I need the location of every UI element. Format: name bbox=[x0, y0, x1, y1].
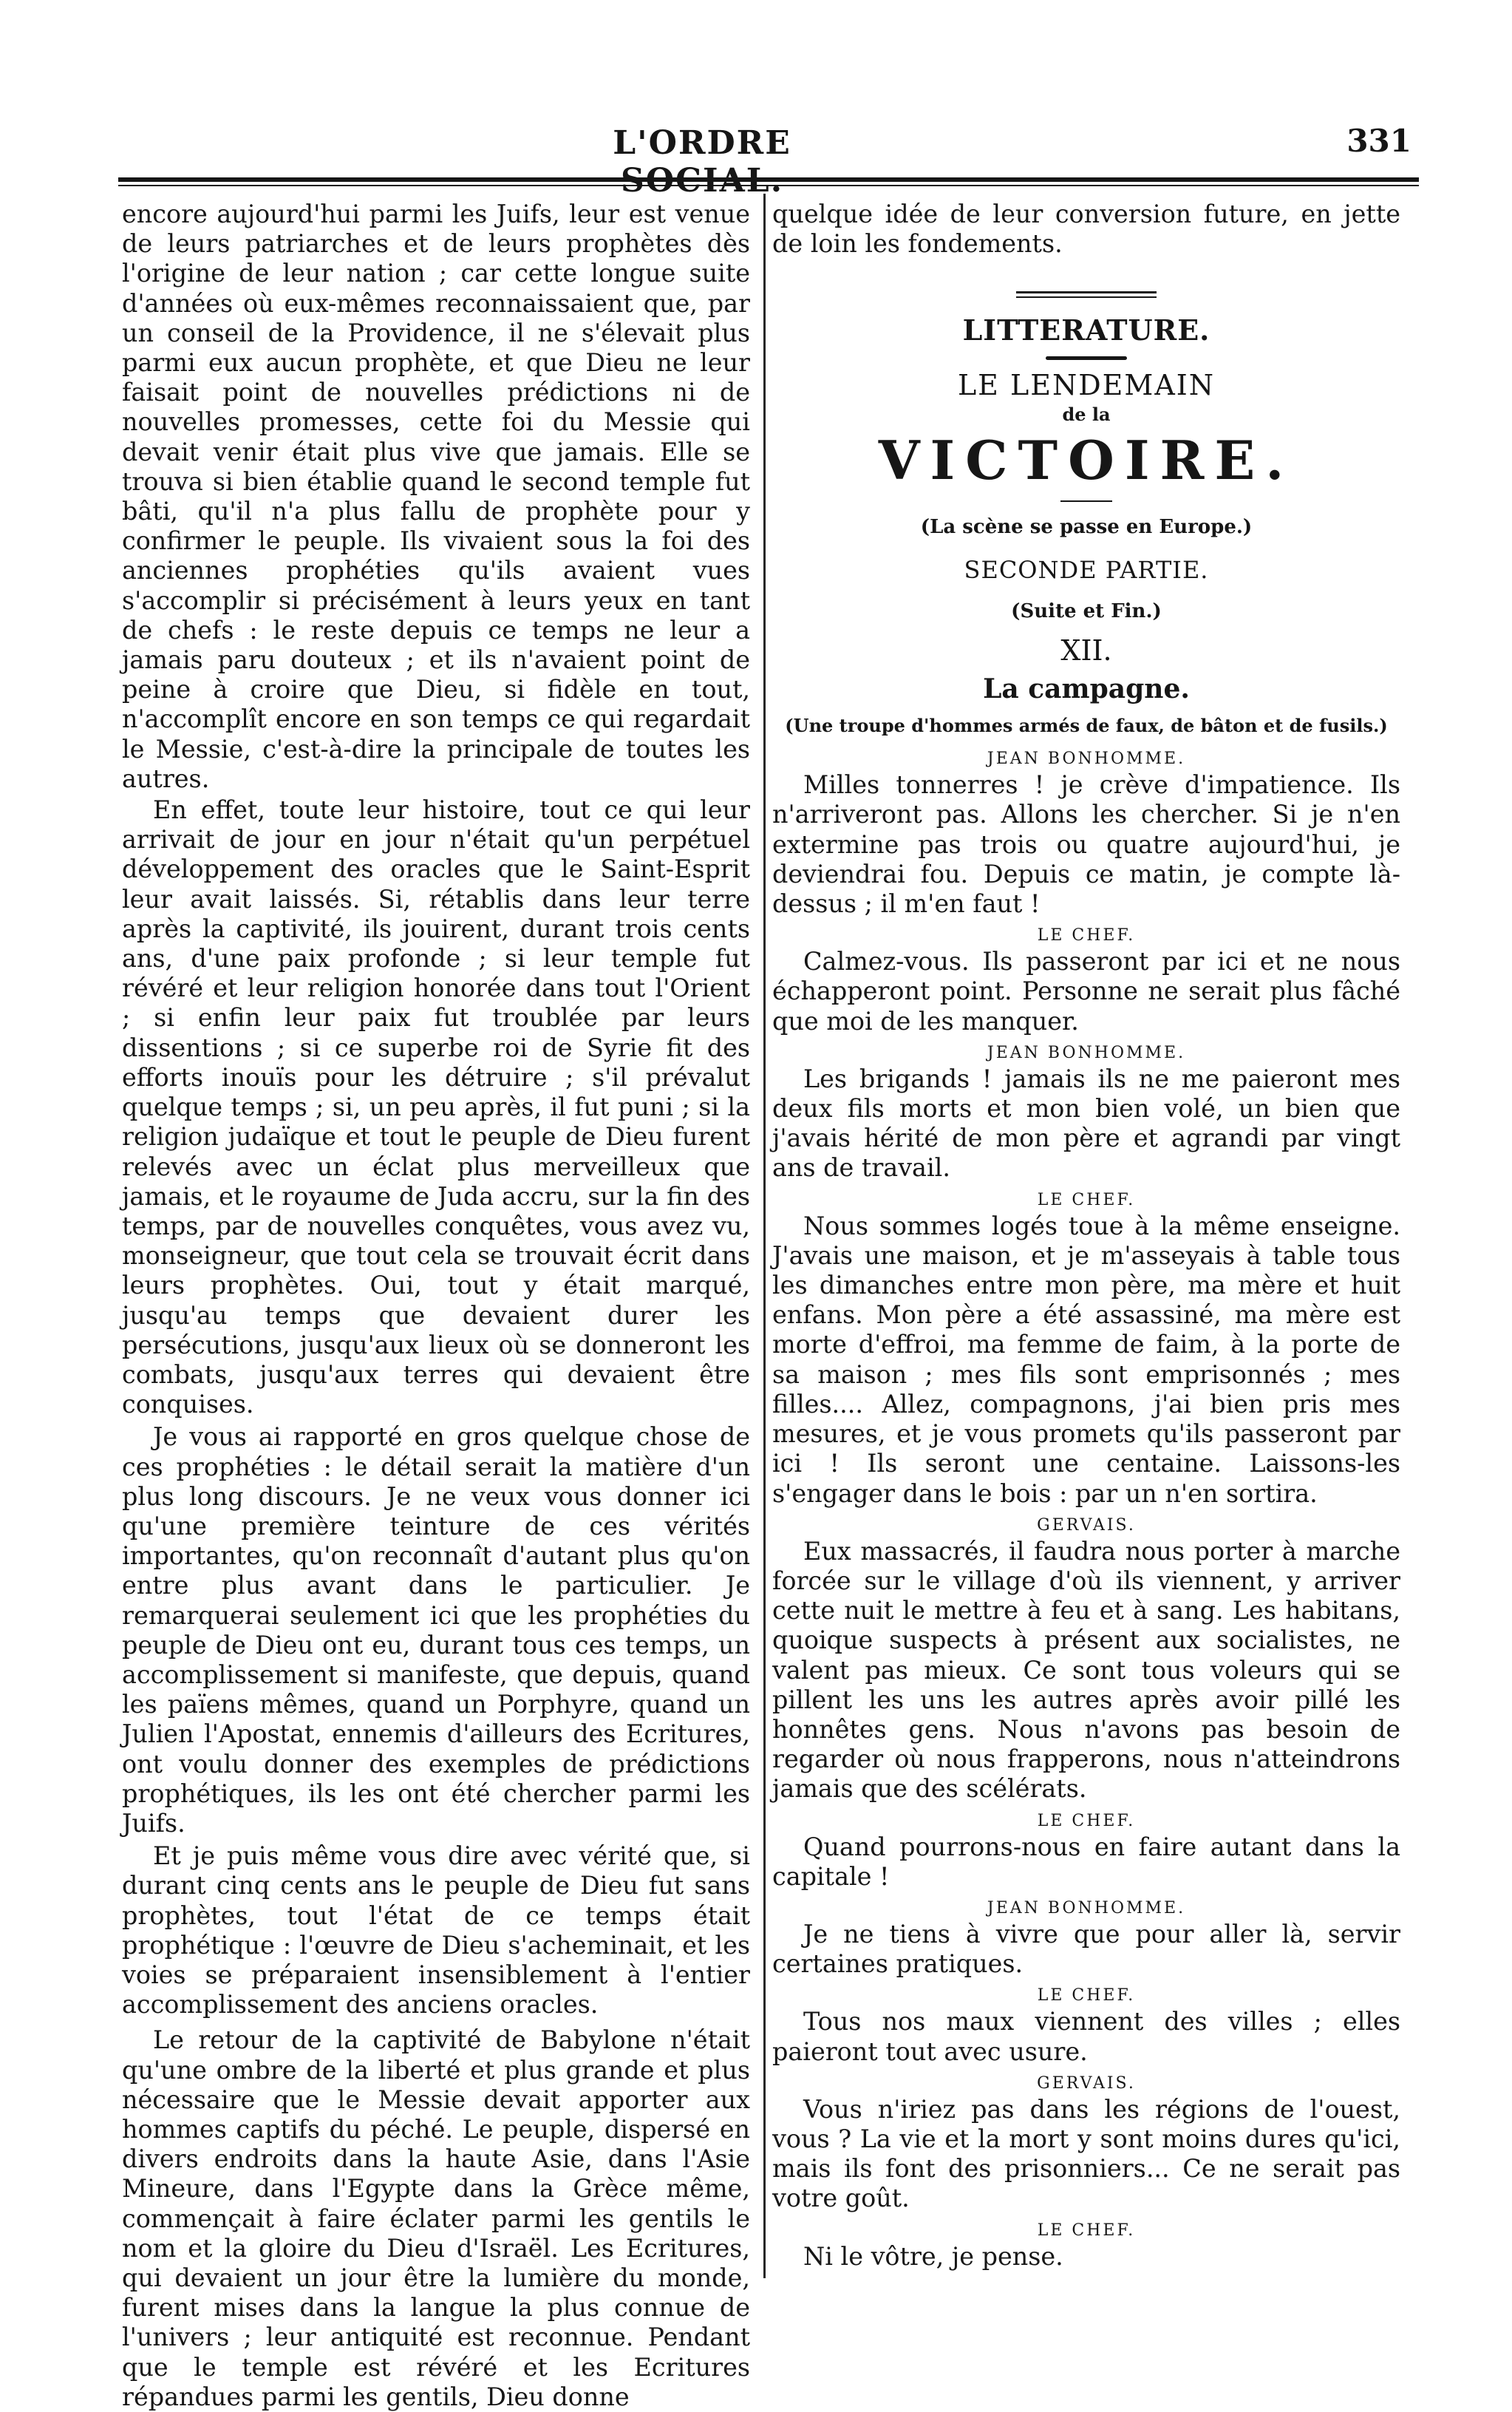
speech: Les brigands ! jamais ils ne me paieront mes deux fils morts et mon bien volé, un bien que j'avais hérité de mon père et agrandi par vingt ans de travail. bbox=[772, 1064, 1400, 1183]
dash-ornament bbox=[1046, 356, 1127, 360]
speech: Ni le vôtre, je pense. bbox=[803, 2241, 1063, 2271]
speaker-name: LE CHEF. bbox=[1037, 1986, 1136, 2005]
dialogue bbox=[772, 748, 1400, 2272]
speech: Vous n'iriez pas dans les régions de l'ouest, vous ? La vie et la mort y sont moins dures qu'ici, mais ils font des prisonniers... Ce ne serait pas votre goût. bbox=[772, 2094, 1400, 2213]
speaker-name: GERVAIS. bbox=[1037, 2073, 1136, 2093]
paragraph: Je vous ai rapporté en gros quelque chose de ces prophéties : le détail serait la matière d'un plus long discours. Je ne veux vous donner ici qu'une première teinture de ces vérités importantes, qu'on reconnaît d'autant plus qu'on entre plus avant dans le particulier. Je remarquerai seulement ici que les prophéties du peuple de Dieu ont eu, durant tous ces temps, un accomplissement si manifeste, que depuis, quand les païens mêmes, quand un Porphyre, quand un Julien l'Apostat, ennemis d'ailleurs des Ecritures, ont voulu donner des exemples de prédictions prophétiques, ils les ont été chercher parmi les Juifs. bbox=[122, 1422, 750, 1838]
intro-text: quelque idée de leur conversion future, en jette de loin les fondements. bbox=[772, 200, 1400, 259]
scene-note: (La scène se passe en Europe.) bbox=[920, 516, 1253, 539]
short-rule bbox=[1060, 500, 1112, 502]
speaker-name: LE CHEF. bbox=[1037, 1811, 1136, 1830]
speech: Milles tonnerres ! je crève d'impatience. Ils n'arriveront pas. Allons les chercher. Si je n'en extermine pas trois ou quatre aujourd'hui, je deviendrai fou. Depuis ce matin, je compte là-dessus ; il m'en faut ! bbox=[772, 770, 1400, 919]
speaker-name: JEAN BONHOMME. bbox=[987, 1043, 1186, 1062]
paragraph: En effet, toute leur histoire, tout ce qui leur arrivait de jour en jour n'était qu'un perpétuel développement des oracles que le Saint-Esprit leur avait laissés. Si, rétablis dans leur terre après la captivité, ils jouirent, durant trois cents ans, d'une paix profonde ; si leur temple fut révéré et leur religion honorée dans tout l'Orient ; si enfin leur paix fut troublée par leurs dissentions ; si ce superbe roi de Syrie fit des efforts inouïs pour les détruire ; s'il prévalut quelque temps ; si, un peu après, il fut puni ; si la religion judaïque et tout le peuple de Dieu furent relevés avec un éclat plus merveilleux que jamais, et le royaume de Juda accru, sur la fin des temps, par de nouvelles conquêtes, vous avez vu, monseigneur, que tout cela se trouvait écrit dans leurs prophètes. Oui, tout y était marqué, jusqu'au temps que devaient durer les persécutions, jusqu'aux lieux où se donneront les combats, jusqu'aux terres qui devaient être conquises. bbox=[122, 795, 750, 1419]
paragraph: encore aujourd'hui parmi les Juifs, leur est venue de leurs patriarches et de leurs prophètes dès l'origine de leur nation ; car cette longue suite d'années où eux-mêmes reconnaissaient que, par un conseil de la Providence, il ne s'élevait plus parmi eux aucun prophète, et que Dieu ne leur faisait point de nouvelles prédictions ni de nouvelles promesses, cette foi du Messie qui devait venir était plus vive que jamais. Elle se trouva si bien établie quand le second temple fut bâti, qu'il n'a plus fallu de prophète pour y confirmer le peuple. Ils vivaient sous la foi des anciennes prophéties qu'ils avaient vues s'accomplir si précisément à leurs yeux en tant de chefs : le reste depuis ce temps ne leur a jamais paru douteux ; et ils n'avaient point de peine à croire que Dieu, si fidèle en tout, n'accomplît encore en son temps ce qui regardait le Messie, c'est-à-dire la principale de toutes les autres. bbox=[122, 200, 750, 793]
speaker-name: JEAN BONHOMME. bbox=[987, 1898, 1186, 1917]
paragraph: Le retour de la captivité de Babylone n'était qu'une ombre de la liberté et plus grande et plus nécessaire que le Messie devait apporter aux hommes captifs du péché. Le peuple, dispersé en divers endroits dans la haute Asie, dans l'Asie Mineure, dans l'Egypte dans la Grèce même, commençait à faire éclater parmi les gentils le nom et la gloire du Dieu d'Israël. Les Ecritures, qui devaient un jour être la lumière du monde, furent mises dans la langue la plus connue de l'univers ; leur antiquité est reconnue. Pendant que le temple est révéré et les Ecritures répandues parmi les gentils, Dieu donne bbox=[122, 2025, 750, 2411]
right-column bbox=[772, 200, 1400, 2272]
speech: Eux massacrés, il faudra nous porter à marche forcée sur le village d'où ils viennent, y arriver cette nuit le mettre à feu et à sang. Les habitans, quoique suspects à présent aux socialistes, ne valent pas mieux. Ce sont tous voleurs qui se pillent les uns les autres après avoir pillé les honnêtes gens. Nous n'avons pas besoin de regarder où nous frapperons, nous n'atteindrons jamais que des scélérats. bbox=[772, 1536, 1400, 1804]
page-number: 331 bbox=[1346, 123, 1411, 159]
speech: Je ne tiens à vivre que pour aller là, servir certaines pratiques. bbox=[772, 1919, 1400, 1979]
section-rule bbox=[1016, 291, 1157, 293]
piece-title-word: VICTOIRE. bbox=[878, 429, 1295, 492]
speech: Quand pourrons-nous en faire autant dans la capitale ! bbox=[772, 1832, 1400, 1891]
section-rule-thin bbox=[1016, 296, 1157, 298]
speech: Nous sommes logés toue à la même enseigne. J'avais une maison, et je m'asseyais à table tous les dimanches entre mon père, ma mère et huit enfans. Mon père a été assassiné, ma mère est morte d'effroi, ma femme de faim, à la porte de sa maison ; mes fils sont emprisonnés ; mes filles.... Allez, compagnons, j'ai bien pris mes mesures, et je vous promets qu'ils passeront par ici ! Ils seront une centaine. Laissons-les s'engager dans le bois : par un n'en sortira. bbox=[772, 1211, 1400, 1508]
running-head bbox=[0, 118, 1512, 185]
speech: Tous nos maux viennent des villes ; elles paieront tout avec usure. bbox=[772, 2007, 1400, 2066]
header-rule-thin bbox=[118, 185, 1419, 186]
piece-title-de: de la bbox=[1062, 403, 1111, 425]
speaker-name: LE CHEF. bbox=[1037, 926, 1136, 945]
paragraph: Et je puis même vous dire avec vérité que, si durant cinq cents ans le peuple de Dieu fut sans prophètes, tout l'état de ce temps était prophétique : l'œuvre de Dieu s'acheminait, et les voies se préparaient insensiblement à l'entier accomplissement des anciens oracles. bbox=[122, 1841, 750, 2019]
part-heading: SECONDE PARTIE. bbox=[964, 556, 1209, 585]
scene-description: (Une troupe d'hommes armés de faux, de bâton et de fusils.) bbox=[785, 715, 1388, 737]
piece-title: LE LENDEMAIN bbox=[957, 368, 1216, 401]
scene-title: La campagne. bbox=[983, 673, 1190, 704]
suite-note: (Suite et Fin.) bbox=[1011, 600, 1162, 623]
chapter-number: XII. bbox=[1060, 633, 1112, 667]
header-rule bbox=[118, 177, 1419, 182]
left-column bbox=[122, 200, 750, 2412]
speaker-name: LE CHEF. bbox=[1037, 2221, 1136, 2240]
column-divider bbox=[763, 194, 766, 2278]
running-title: L'ORDRE bbox=[613, 124, 791, 162]
speech: Calmez-vous. Ils passeront par ici et ne nous échapperont point. Personne ne serait plus fâché que moi de les manquer. bbox=[772, 947, 1400, 1036]
speaker-name: JEAN BONHOMME. bbox=[987, 750, 1186, 769]
section-title: LITTERATURE. bbox=[962, 313, 1210, 347]
speaker-name: LE CHEF. bbox=[1037, 1190, 1136, 1209]
speaker-name: GERVAIS. bbox=[1037, 1515, 1136, 1535]
